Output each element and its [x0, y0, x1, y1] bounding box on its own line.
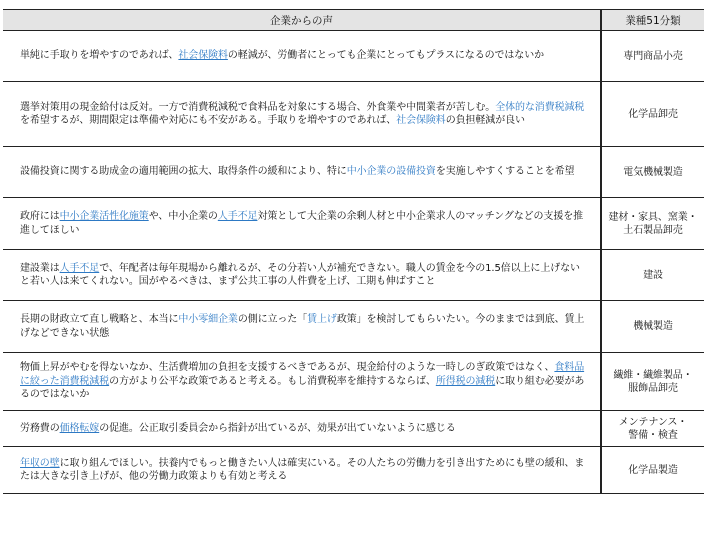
- table-row: [3, 447, 704, 494]
- voices-table: [3, 9, 704, 494]
- highlighted-term: 中小企業活性化施策: [59, 211, 149, 222]
- table-row: [3, 198, 704, 250]
- comment-cell: [3, 198, 601, 250]
- comment-text: 設備投資に関する助成金の適用範囲の拡大、取得条件の緩和により、特に: [20, 166, 347, 178]
- industry-cell: [601, 301, 704, 353]
- industry-label: 建設: [643, 269, 663, 281]
- table-row: [3, 82, 704, 147]
- comment-cell: [3, 250, 601, 301]
- comment-text: 対策として大企業の余剰人材と中小企業求人のマッチングなどの支援を推進してほしい: [20, 211, 584, 236]
- comment-text: 政府には: [20, 211, 60, 222]
- comment-text: 物価上昇がやむを得ないなか、生活費増加の負担を支援するべきであるが、現金給付のような一時しのぎ政策ではなく、: [20, 362, 555, 374]
- highlighted-term: 社会保険料: [178, 50, 228, 62]
- comment-cell: [3, 301, 601, 353]
- table-row: [3, 31, 704, 82]
- comment-text: 長期の財政立て直し戦略と、本当に: [20, 314, 179, 325]
- industry-cell: [601, 411, 704, 447]
- highlighted-term: 食料品に絞った消費税減税: [20, 362, 585, 387]
- comment-text: 選挙対策用の現金給付は反対。一方で消費税減税で食料品を対象にする場合、外食業や中間業者が苦しむ。: [20, 101, 496, 113]
- comment-cell: [3, 353, 601, 411]
- industry-label: 化学品製造: [628, 464, 678, 476]
- table-row: [3, 353, 704, 411]
- comment-text: 労務費の: [20, 422, 60, 434]
- comment-cell: [3, 31, 601, 82]
- table-row: [3, 411, 704, 447]
- industry-cell: [601, 250, 704, 301]
- comment-text: の促進。公正取引委員会から指針が出ているが、効果が出ていないように感じる: [99, 422, 456, 434]
- header-row: [3, 10, 704, 31]
- industry-label: 専門商品小売: [623, 50, 683, 62]
- industry-label: 化学品卸売: [628, 108, 678, 120]
- highlighted-term: 人手不足: [217, 211, 258, 222]
- comment-cell: [3, 411, 601, 447]
- highlighted-term: 人手不足: [59, 262, 100, 274]
- comment-text: の軽減が、労働者にとっても企業にとってもプラスになるのではないか: [227, 50, 545, 62]
- comment-text: 建設業は: [20, 262, 60, 274]
- header-comment: 企業からの声: [3, 10, 601, 31]
- industry-cell: [601, 82, 704, 147]
- comment-text: を実施しやすくすることを希望: [435, 166, 575, 178]
- comment-text: 単純に手取りを増やすのであれば、: [20, 50, 179, 62]
- comment-text: 政策」を検討してもらいたい。今のままでは到底、賃上げなどできない状態: [20, 314, 585, 339]
- comment-text: の側に立った「: [237, 314, 308, 325]
- table-row: [3, 147, 704, 198]
- comment-text: に取り組んでほしい。扶養内でもっと働きたい人は確実にいる。その人たちの労働力を引き出すためにも壁の緩和、または大きな引き上げが、他の労働力政策よりも有効と考える: [20, 457, 585, 482]
- industry-cell: [601, 147, 704, 198]
- table-row: [3, 250, 704, 301]
- highlighted-term: 全体的な消費税減税: [495, 101, 585, 113]
- industry-cell: [601, 447, 704, 494]
- comment-text: や、中小企業の: [148, 211, 218, 222]
- industry-cell: [601, 198, 704, 250]
- header-industry: 業種51分類: [601, 10, 704, 31]
- highlighted-term: 価格転嫁: [59, 422, 100, 434]
- comment-text: に取り組む必要があるのではないか: [20, 375, 585, 401]
- highlighted-term: 所得税の減税: [435, 375, 496, 387]
- comment-text: の負担軽減が良い: [445, 115, 525, 126]
- industry-cell: [601, 31, 704, 82]
- comment-text: の方がより公平な政策であると考える。もし消費税率を維持するならば、: [109, 375, 436, 387]
- highlighted-term: 中小企業の設備投資: [346, 166, 436, 178]
- industry-cell: [601, 353, 704, 411]
- highlighted-term: 賃上げ: [307, 314, 337, 325]
- table-row: [3, 301, 704, 353]
- comment-cell: [3, 147, 601, 198]
- industry-label: 機械製造: [633, 321, 673, 332]
- highlighted-term: 年収の壁: [20, 457, 60, 469]
- industry-label: 建材・家具、窯業・ 土石製品卸売: [608, 211, 698, 236]
- highlighted-term: 社会保険料: [396, 115, 446, 126]
- comment-text: を希望するが、期間限定は準備や対応にも不安がある。手取りを増やすのであれば、: [20, 115, 397, 126]
- comment-cell: [3, 447, 601, 494]
- comment-text: で、年配者は毎年現場から離れるが、その分若い人が補充できない。職人の賃金を今の1.5倍以上に上げないと若い人は来てくれない。国がやるべきは、まず公共工事の人件費を上げ、工期も伸ばすこと: [20, 262, 580, 287]
- comment-cell: [3, 82, 601, 147]
- industry-label: 電気機械製造: [623, 166, 683, 178]
- industry-label: メンテナンス・ 警備・検査: [618, 416, 688, 441]
- highlighted-term: 中小零細企業: [178, 314, 238, 325]
- industry-label: 繊維・繊維製品・ 服飾品卸売: [613, 369, 693, 394]
